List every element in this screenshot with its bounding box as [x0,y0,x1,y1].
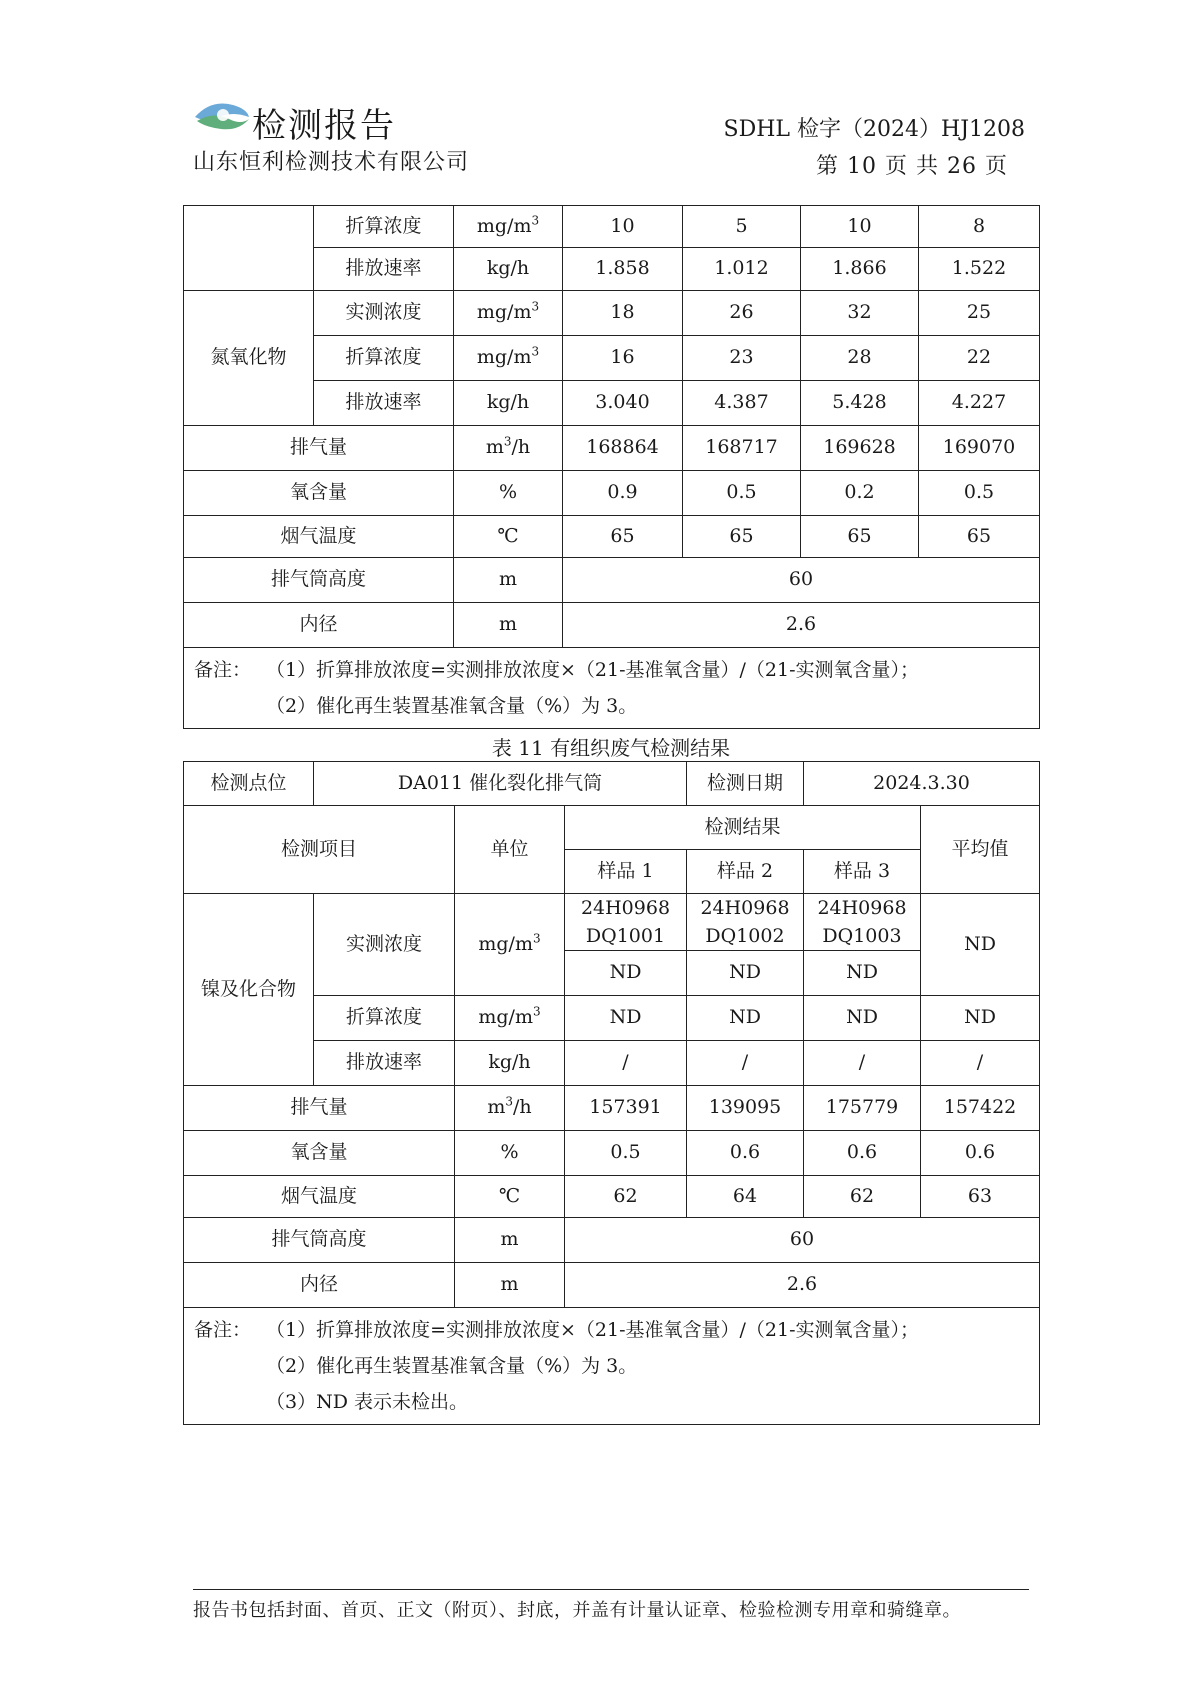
table-row: 镍及化合物 实测浓度 $mg/m^3$ 24H0968 DQ1001 24H0968 DQ1002 24H0968 DQ1003 ND [184,894,1040,951]
page-total: 26 [946,154,977,179]
report-title: 检测报告 [252,106,396,146]
table-row: 折算浓度 $mg/m^3$ 10 5 10 8 [184,206,1040,248]
nox-label: 氮氧化物 [184,291,314,426]
monitoring-date: 2024.3.30 [804,762,1040,806]
table-row: 烟气温度 ℃ 62 64 62 63 [184,1176,1040,1218]
table-row: 内径 m 2.6 [184,603,1040,648]
page-number: 10 [846,154,877,179]
nickel-label: 镍及化合物 [184,894,314,1086]
table-row: 折算浓度 $mg/m^3$ 16 23 28 22 [184,336,1040,381]
table-notes-row: 备注： （1）折算排放浓度=实测排放浓度×（21-基准氧含量）/（21-实测氧含量）； （2）催化再生装置基准氧含量（%）为 3。 （3）ND 表示未检出。 [184,1308,1040,1425]
results-table-continued [183,205,1040,729]
sample-id: 24H0968 DQ1001 [565,894,687,951]
table-row: 检测点位 DA011 催化裂化排气筒 检测日期 2024.3.30 [184,762,1040,806]
table-row: 烟气温度 ℃ 65 65 65 65 [184,516,1040,558]
table-row: 氧含量 % 0.9 0.5 0.2 0.5 [184,471,1040,516]
table-row: 排气筒高度 m 60 [184,1218,1040,1263]
sample-id: 24H0968 DQ1002 [687,894,804,951]
table-row: 排气筒高度 m 60 [184,558,1040,603]
table-row: 排放速率 kg/h 3.040 4.387 5.428 4.227 [184,381,1040,426]
table-row: 排气量 $m^3/h$ 168864 168717 169628 169070 [184,426,1040,471]
results-table-11 [183,761,1040,1425]
table-row: 折算浓度 $mg/m^3$ ND ND ND ND [184,996,1040,1041]
footer-text: 报告书包括封面、首页、正文（附页）、封底，并盖有计量认证章、检验检测专用章和骑缝章。 [193,1600,961,1621]
table-row: ND ND ND [184,951,1040,996]
table-header-row: 检测项目 单位 检测结果 平均值 [184,806,1040,850]
table-row: 内径 m 2.6 [184,1263,1040,1308]
sample-id: 24H0968 DQ1003 [804,894,921,951]
table-row: 氮氧化物 实测浓度 $mg/m^3$ 18 26 32 25 [184,291,1040,336]
table-caption: 表 11 有组织废气检测结果 [491,736,731,760]
table-row: 氧含量 % 0.5 0.6 0.6 0.6 [184,1131,1040,1176]
table-row: 排气量 $m^3/h$ 157391 139095 175779 157422 [184,1086,1040,1131]
company-logo-icon [193,97,251,135]
page-indicator: 第 10 页 共 26 页 [815,154,1008,179]
table-notes-row: 备注： （1）折算排放浓度=实测排放浓度×（21-基准氧含量）/（21-实测氧含量）； （2）催化再生装置基准氧含量（%）为 3。 [184,648,1040,729]
report-code: SDHL 检字（2024）HJ1208 [723,117,1025,142]
table-row: 排放速率 kg/h / / / / [184,1041,1040,1086]
company-name: 山东恒利检测技术有限公司 [193,150,470,175]
footer-divider [193,1589,1029,1590]
table-row: 排放速率 kg/h 1.858 1.012 1.866 1.522 [184,248,1040,291]
monitoring-point: DA011 催化裂化排气筒 [314,762,687,806]
table-header-row: 样品 1 样品 2 样品 3 [184,850,1040,894]
